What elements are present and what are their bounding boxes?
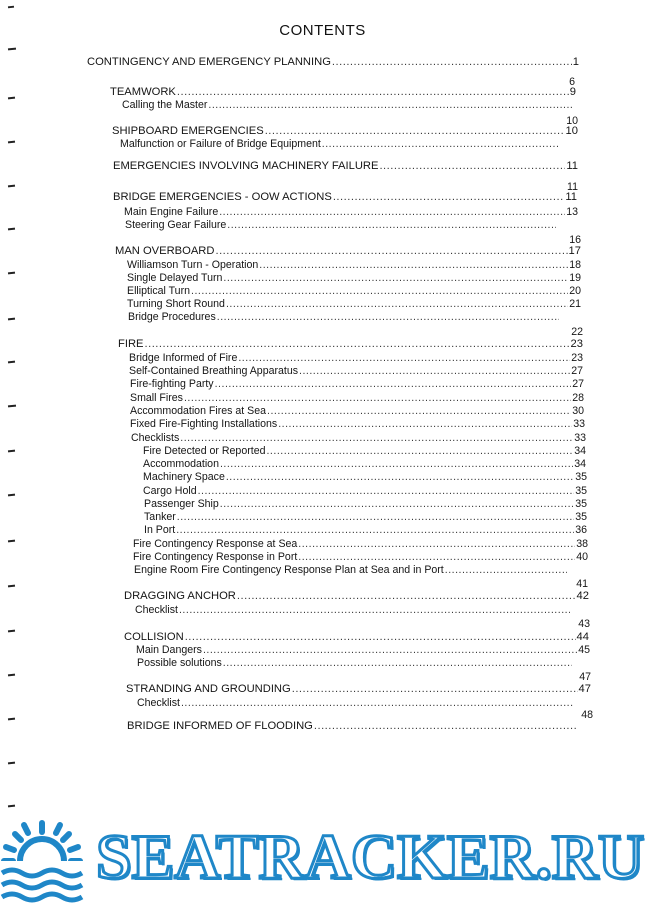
- toc-entry-scba[interactable]: Self-Contained Breathing Apparatus ..... 27: [129, 365, 583, 377]
- toc-entry-fire-detected[interactable]: Fire Detected or Reported ..... 34: [143, 445, 586, 457]
- toc-entry-accommodation[interactable]: Accommodation ..... 34: [143, 458, 586, 470]
- toc-entry-cargo-hold[interactable]: Cargo Hold ..... 35: [143, 485, 587, 497]
- page-number: 22: [571, 326, 583, 338]
- toc-entry-passenger-ship[interactable]: Passenger Ship ..... 35: [144, 498, 587, 510]
- toc-entry-contingency[interactable]: CONTINGENCY AND EMERGENCY PLANNING ..... 1: [87, 56, 579, 68]
- toc-entry-stranding[interactable]: STRANDING AND GROUNDING ..... 47: [126, 683, 591, 695]
- page-number: 11: [567, 181, 578, 193]
- page-number: 47: [579, 671, 591, 683]
- toc-entry-teamwork[interactable]: TEAMWORK ..... 9: [110, 86, 576, 98]
- toc-entry-elliptical-turn[interactable]: Elliptical Turn ..... 20: [127, 285, 581, 297]
- toc-entry-main-dangers[interactable]: Main Dangers ..... 45: [136, 644, 590, 656]
- toc-entry-dragging-anchor[interactable]: DRAGGING ANCHOR ..... 42: [124, 590, 589, 602]
- toc-entry-shipboard-emergencies[interactable]: SHIPBOARD EMERGENCIES ..... 10: [112, 125, 578, 137]
- toc-entry-anchor-checklist[interactable]: Checklist .....: [135, 604, 571, 616]
- toc-entry-bridge-procedures[interactable]: Bridge Procedures .....: [128, 311, 560, 323]
- toc-entry-steering-gear[interactable]: Steering Gear Failure .....: [125, 219, 557, 231]
- toc-entry-malfunction[interactable]: Malfunction or Failure of Bridge Equipment .....: [120, 138, 560, 150]
- toc-entry-response-in-port[interactable]: Fire Contingency Response in Port ..... 40: [133, 551, 588, 563]
- toc-entry-man-overboard[interactable]: MAN OVERBOARD ..... 17: [115, 245, 581, 257]
- toc-entry-possible-solutions[interactable]: Possible solutions .....: [137, 657, 573, 669]
- sun-over-sea-icon: [0, 823, 86, 912]
- page-number: 16: [569, 234, 581, 246]
- page-number: 43: [578, 618, 590, 630]
- toc-entry-machinery-space[interactable]: Machinery Space ..... 35: [143, 471, 587, 483]
- toc-entry-flooding[interactable]: BRIDGE INFORMED OF FLOODING .....: [127, 720, 578, 732]
- toc-entry-collision[interactable]: COLLISION ..... 44: [124, 631, 589, 643]
- toc-entry-fixed-installations[interactable]: Fixed Fire-Fighting Installations ..... 33: [130, 418, 585, 430]
- page-number: 48: [581, 709, 593, 721]
- toc-entry-fire-fighting-party[interactable]: Fire-fighting Party ..... 27: [130, 378, 584, 390]
- page-number: 10: [566, 115, 578, 127]
- page-number: 41: [576, 578, 588, 590]
- toc-entry-turning-short-round[interactable]: Turning Short Round ..... 21: [127, 298, 581, 310]
- toc-entry-williamson-turn[interactable]: Williamson Turn - Operation ..... 18: [127, 259, 581, 271]
- toc-entry-single-delayed-turn[interactable]: Single Delayed Turn ..... 19: [127, 272, 581, 284]
- toc-entry-fire[interactable]: FIRE ..... 23: [118, 338, 583, 350]
- toc-entry-main-engine-failure[interactable]: Main Engine Failure ..... 13: [124, 206, 578, 218]
- page-title: CONTENTS: [279, 22, 366, 39]
- watermark-text: SEATRACKER.RU: [96, 821, 645, 892]
- page-number: 6: [569, 76, 575, 88]
- toc-entry-engine-room-plan[interactable]: Engine Room Fire Contingency Response Plan at Sea and in Port .....: [134, 564, 568, 576]
- toc-entry-machinery-failure[interactable]: EMERGENCIES INVOLVING MACHINERY FAILURE ..... 11: [113, 160, 578, 172]
- toc-entry-checklists[interactable]: Checklists ..... 33: [131, 432, 586, 444]
- toc-entry-tanker[interactable]: Tanker ..... 35: [144, 511, 587, 523]
- toc-entry-bridge-informed-fire[interactable]: Bridge Informed of Fire ..... 23: [129, 352, 583, 364]
- toc-entry-stranding-checklist[interactable]: Checklist .....: [137, 697, 574, 709]
- toc-entry-calling-master[interactable]: Calling the Master .....: [122, 99, 574, 111]
- toc-entry-response-at-sea[interactable]: Fire Contingency Response at Sea ..... 38: [133, 538, 588, 550]
- toc-entry-in-port[interactable]: In Port ..... 36: [144, 524, 587, 536]
- toc-entry-accommodation-fires[interactable]: Accommodation Fires at Sea ..... 30: [130, 405, 584, 417]
- toc-entry-small-fires[interactable]: Small Fires ..... 28: [130, 392, 584, 404]
- toc-entry-bridge-emergencies[interactable]: BRIDGE EMERGENCIES - OOW ACTIONS ..... 11: [113, 191, 577, 203]
